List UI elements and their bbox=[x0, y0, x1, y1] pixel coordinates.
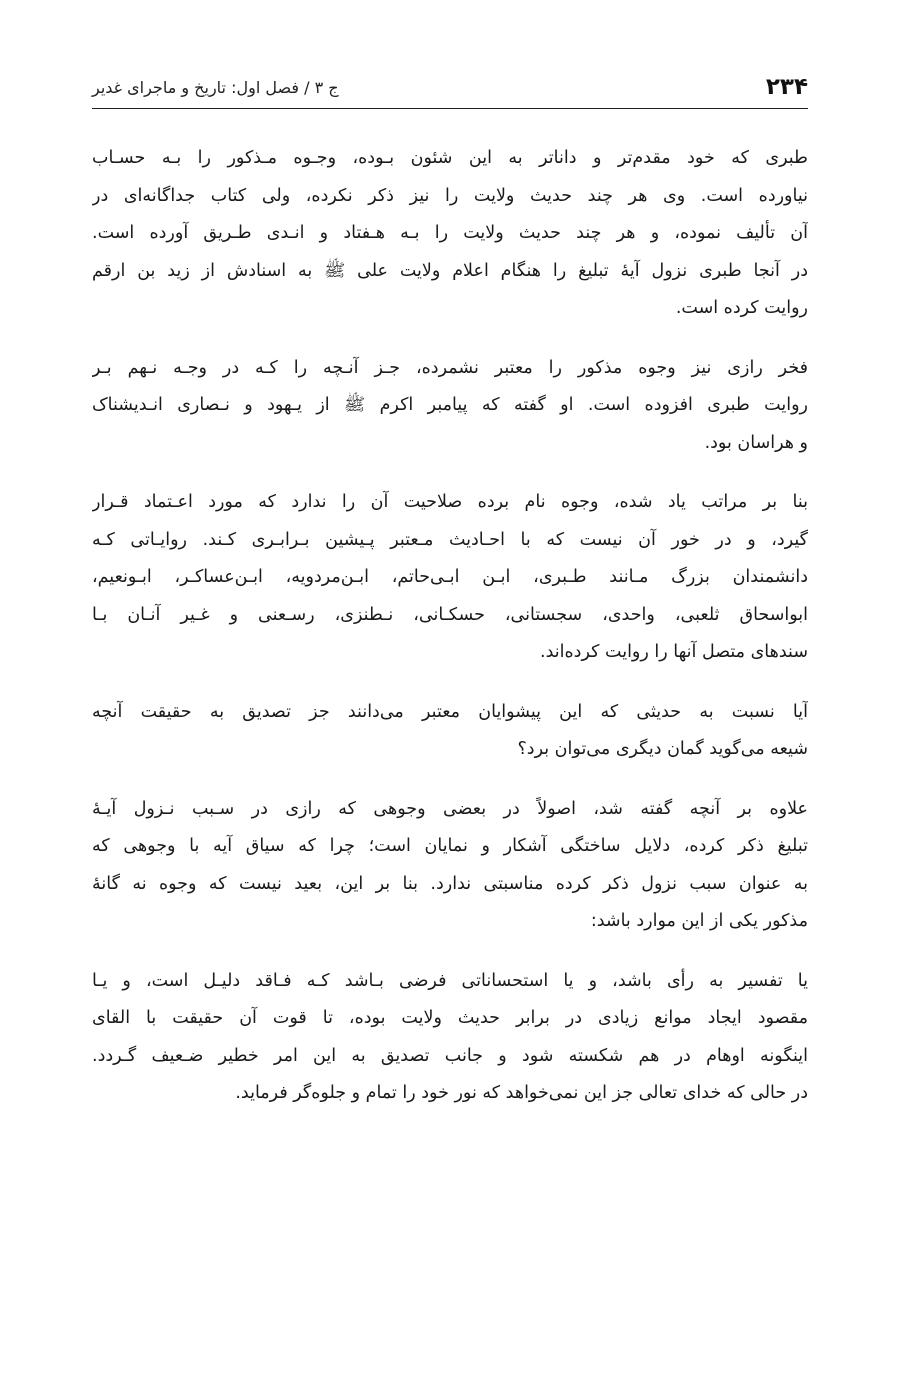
paragraph bbox=[92, 694, 808, 769]
text-line: علاوه بر آنچه گفته شد، اصولاً در بعضی وجوهی که رازی در سـبب نـزول آیـهٔ bbox=[92, 798, 808, 819]
text-line: مقصود ایجاد موانع زیادی در برابر حدیث ولایت بوده، تا قوت آن حقیقت با القای bbox=[92, 1008, 808, 1028]
text-line: دانشمندان بزرگ مـانند طـبری، ابـن ابـی‌حاتم، ابـن‌مردویه، ابـن‌عساکـر، ابـونعیم، bbox=[92, 567, 808, 587]
paragraph bbox=[92, 963, 808, 1113]
text-line: روایت طبری افزوده است. او گفته که پیامبر اکرم ﷺ از یـهود و نـصاری انـدیشناک bbox=[92, 395, 808, 415]
running-title: ج ۳ / فصل اول: تاریخ و ماجرای غدیر bbox=[92, 78, 339, 97]
book-page bbox=[92, 0, 808, 1390]
page-header bbox=[92, 72, 808, 109]
text-line: شیعه می‌گوید گمان دیگری می‌توان برد؟ bbox=[517, 739, 808, 759]
text-line: روایت کرده است. bbox=[675, 298, 808, 318]
text-line: نیاورده است. وی هر چند حدیث ولایت را نیز ذکر نکرده، ولی کتاب جداگانه‌ای در bbox=[92, 185, 808, 206]
text-line: یا تفسیر به رأی باشد، و یا استحساناتی فرضی بـاشد کـه فـاقد دلیـل است، و یـا bbox=[92, 970, 808, 991]
text-line: طبری که خود مقدم‌تر و داناتر به این شئون بـوده، وجـوه مـذکور را بـه حسـاب bbox=[92, 148, 808, 168]
text-line: در آنجا طبری نزول آیهٔ تبلیغ را هنگام اعلام ولایت علی ﷺ به اسنادش از زید بن ارقم bbox=[92, 260, 808, 281]
body-text bbox=[92, 140, 808, 1135]
paragraph bbox=[92, 140, 808, 328]
text-line: آن تألیف نموده، و هر چند حدیث ولایت را بـه هـفتاد و انـدی طـریق آورده است. bbox=[92, 223, 808, 243]
text-line: و هراسان بود. bbox=[704, 432, 808, 453]
paragraph bbox=[92, 484, 808, 672]
text-line: گیرد، و در خور آن نیست که با احـادیث مـعتبر پـیشین بـرابـری کـند. روایـاتی کـه bbox=[92, 529, 808, 550]
text-line: فخر رازی نیز وجوه مذکور را معتبر نشمرده، جـز آنـچه را کـه در وجـه نـهم بـر bbox=[92, 357, 808, 378]
paragraph bbox=[92, 350, 808, 463]
text-line: مذکور یکی از این موارد باشد: bbox=[590, 911, 808, 931]
text-line: سندهای متصل آنها را روایت کرده‌اند. bbox=[540, 642, 808, 662]
paragraph bbox=[92, 791, 808, 941]
text-line: آیا نسبت به حدیثی که این پیشوایان معتبر می‌دانند جز تصدیق به حقیقت آنچه bbox=[92, 701, 808, 722]
text-line: در حالی که خدای تعالی جز این نمی‌خواهد که نور خود را تمام و جلوه‌گر فرماید. bbox=[235, 1083, 808, 1103]
text-line: اینگونه اوهام در هم شکسته شود و جانب تصدیق به این امر خطیر ضـعیف گـردد. bbox=[92, 1045, 808, 1066]
page-number: ۲۳۴ bbox=[765, 74, 808, 100]
text-line: تبلیغ ذکر کرده، دلایل ساختگی آشکار و نمایان است؛ چرا که سیاق آیه با وجوهی که bbox=[92, 836, 808, 856]
text-line: ابواسحاق ثلعبی، واحدی، سجستانی، حسکـانی، نـطنزی، رسـعنی و غـیر آنـان بـا bbox=[92, 604, 808, 625]
text-line: به عنوان سبب نزول ذکر کرده مناسبتی ندارد. بنا بر این، بعید نیست که وجوه نه گانهٔ bbox=[92, 873, 808, 894]
text-line: بنا بر مراتب یاد شده، وجوه نام برده صلاحیت آن را ندارد که مورد اعـتماد قـرار bbox=[92, 492, 808, 512]
